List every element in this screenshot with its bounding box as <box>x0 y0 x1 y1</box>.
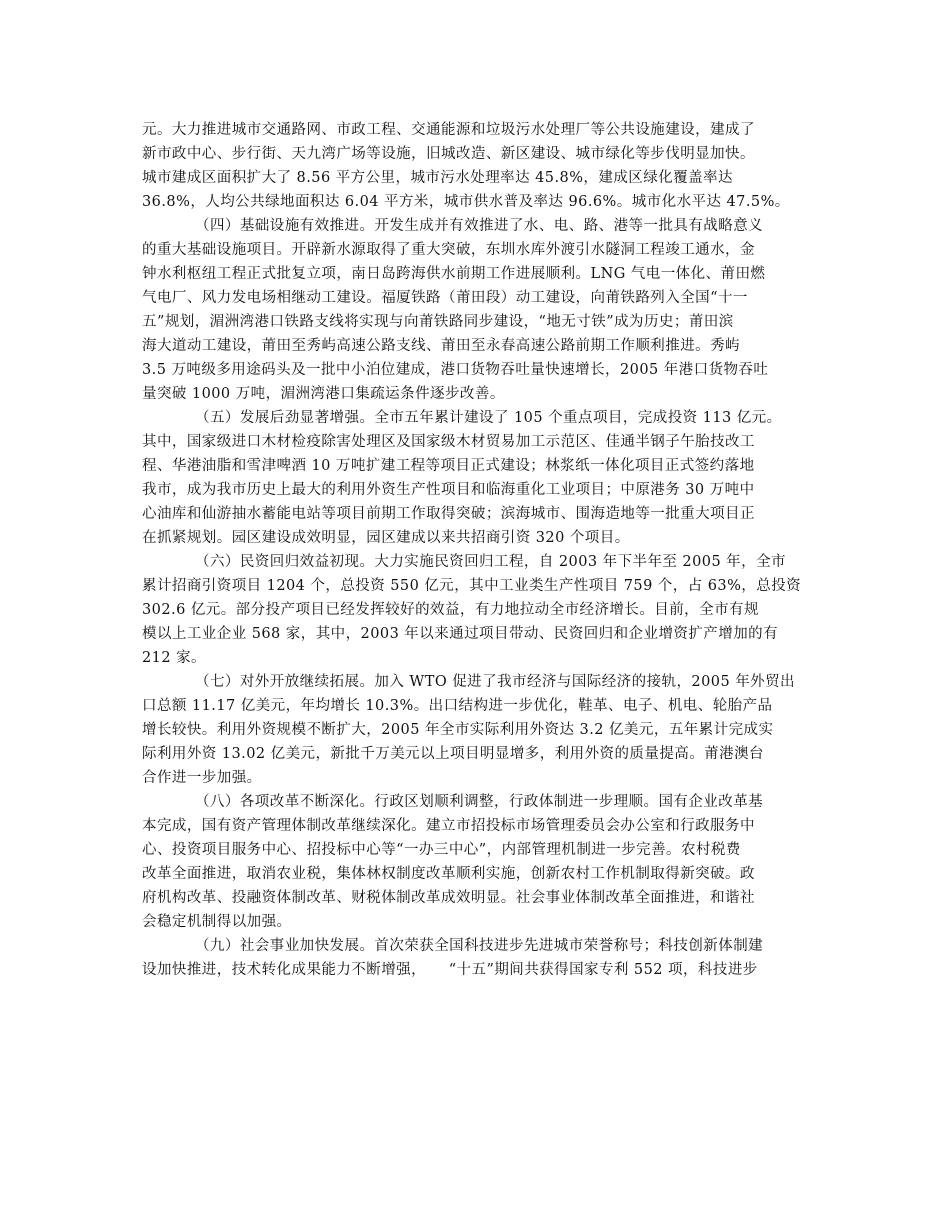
text-line: 合作进一步加强。 <box>142 770 262 786</box>
text-line: 城市建成区面积扩大了 8.56 平方公里，城市污水处理率达 45.8%，建成区绿化覆盖率达 <box>142 170 733 186</box>
text-line: 气电厂、风力发电场相继动工建设。福厦铁路（莆田段）动工建设，向莆铁路列入全国“十一 <box>142 290 748 306</box>
document-body <box>142 118 809 982</box>
text-line: 程、华港油脂和雪津啤酒 10 万吨扩建工程等项目正式建设；林浆纸一体化项目正式签约落地 <box>142 458 755 474</box>
text-line: 累计招商引资项目 1204 个，总投资 550 亿元，其中工业类生产性项目 759 个，占 63%，总投资 <box>142 578 802 594</box>
text-line: 其中，国家级进口木材检疫除害处理区及国家级木材贸易加工示范区、佳通半钢子午胎技改工 <box>142 434 755 450</box>
text-line: 设加快推进，技术转化成果能力不断增强， “十五”期间共获得国家专利 552 项，科技进步 <box>142 962 758 978</box>
paragraph-first-line: （五）发展后劲显著增强。全市五年累计建设了 105 个重点项目，完成投资 113 亿元。 <box>195 410 782 426</box>
text-line: 量突破 1000 万吨，湄洲湾港口集疏运条件逐步改善。 <box>142 386 505 402</box>
text-line: 会稳定机制得以加强。 <box>142 914 292 930</box>
paragraph-first-line: （六）民资回归效益初现。大力实施民资回归工程，自 2003 年下半年至 2005 年，全市 <box>195 554 786 570</box>
text-line: 口总额 11.17 亿美元，年均增长 10.3%。出口结构进一步优化，鞋革、电子、机电、轮胎产品 <box>142 698 773 714</box>
paragraph-first-line: （八）各项改革不断深化。行政区划顺利调整，行政体制进一步理顺。国有企业改革基 <box>195 794 764 810</box>
text-line: 钟水利枢纽工程正式批复立项，南日岛跨海供水前期工作进展顺利。LNG 气电一体化、莆田燃 <box>142 266 766 282</box>
text-line: 心、投资项目服务中心、招投标中心等“一办三中心”，内部管理机制进一步完善。农村税费 <box>142 842 741 858</box>
text-line: 本完成，国有资产管理体制改革继续深化。建立市招投标市场管理委员会办公室和行政服务中 <box>142 818 755 834</box>
text-line: 海大道动工建设，莆田至秀屿高速公路支线、莆田至永春高速公路前期工作顺利推进。秀屿 <box>142 338 740 354</box>
text-line: 在抓紧规划。园区建设成效明显，园区建成以来共招商引资 320 个项目。 <box>142 530 630 546</box>
text-line: 元。大力推进城市交通路网、市政工程、交通能源和垃圾污水处理厂等公共设施建设，建成了 <box>142 122 755 138</box>
paragraph-first-line: （九）社会事业加快发展。首次荣获全国科技进步先进城市荣誉称号；科技创新体制建 <box>195 938 764 954</box>
text-line: 府机构改革、投融资体制改革、财税体制改革成效明显。社会事业体制改革全面推进，和谐社 <box>142 890 755 906</box>
text-line: 新市政中心、步行街、天九湾广场等设施，旧城改造、新区建设、城市绿化等步伐明显加快。 <box>142 146 755 162</box>
text-line: 我市，成为我市历史上最大的利用外资生产性项目和临海重化工业项目；中原港务 30 万吨中 <box>142 482 755 498</box>
text-line: 212 家。 <box>142 650 206 666</box>
text-line: 际利用外资 13.02 亿美元，新批千万美元以上项目明显增多，利用外资的质量提高。莆港澳台 <box>142 746 764 762</box>
text-line: 302.6 亿元。部分投产项目已经发挥较好的效益，有力地拉动全市经济增长。目前，全市有规 <box>142 602 759 618</box>
text-line: 3.5 万吨级多用途码头及一批中小泊位建成，港口货物吞吐量快速增长，2005 年港口货物吞吐 <box>142 362 769 378</box>
text-line: 36.8%，人均公共绿地面积达 6.04 平方米，城市供水普及率达 96.6%。城市化水平达 47.5%。 <box>142 194 790 210</box>
text-line: 心油库和仙游抽水蓄能电站等项目前期工作取得突破；滨海城市、围海造地等一批重大项目正 <box>142 506 755 522</box>
text-line: 改革全面推进，取消农业税，集体林权制度改革顺利实施，创新农村工作机制取得新突破。政 <box>142 866 755 882</box>
text-line: 的重大基础设施项目。开辟新水源取得了重大突破，东圳水库外渡引水隧洞工程竣工通水，金 <box>142 242 755 258</box>
paragraph-first-line: （四）基础设施有效推进。开发生成并有效推进了水、电、路、港等一批具有战略意义 <box>195 218 764 234</box>
paragraph-first-line: （七）对外开放继续拓展。加入 WTO 促进了我市经济与国际经济的接轨，2005 年外贸出 <box>195 674 795 690</box>
text-line: 五”规划，湄洲湾港口铁路支线将实现与向莆铁路同步建设，“地无寸铁”成为历史；莆田滨 <box>142 314 734 330</box>
text-line: 模以上工业企业 568 家，其中，2003 年以来通过项目带动、民资回归和企业增资扩产增加的有 <box>142 626 779 642</box>
text-line: 增长较快。利用外资规模不断扩大，2005 年全市实际利用外资达 3.2 亿美元，五年累计完成实 <box>142 722 774 738</box>
